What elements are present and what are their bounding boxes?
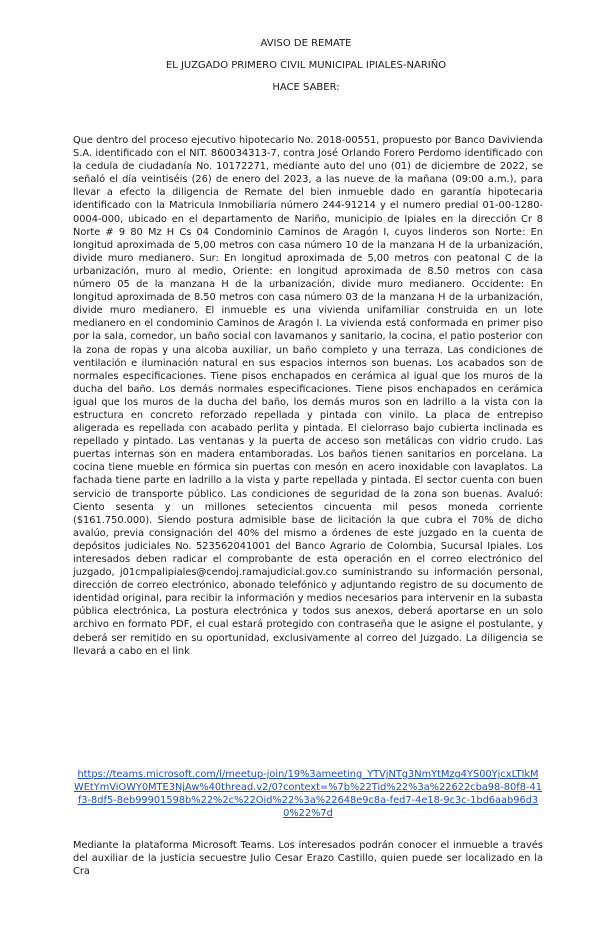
teams-meeting-link[interactable]: https://teams.microsoft.com/l/meetup-join/19%3ameeting_YTVjNTg3NmYtMzg4YS00YjcxLTlkMWEtYmViOWY0MTE3NjAw%40thread.v2/0?context=%7b%22Tid%22%3a%22622cba98-80f8-41f3-8df5-8eb99901598b%22%2c%22Oid%22%3a%22648e9c8a-fed7-4e18-9c3c-1bd6aab96d30%22%7d [74,769,542,820]
closing-paragraph: Mediante la plataforma Microsoft Teams. Los interesados podrán conocer el inmueble a través del auxiliar de la justicia secuestre Julio Cesar Erazo Castillo, quien puede ser localizado en la Cra [73,840,543,878]
announcement-heading: HACE SABER: [272,82,340,93]
meeting-link-block [73,768,543,820]
document-title: AVISO DE REMATE [260,38,352,49]
main-paragraph: Que dentro del proceso ejecutivo hipotecario No. 2018-00551, propuesto por Banco Davivienda S.A. identificado con el NIT. 860034313-7, contra José Orlando Forero Perdomo identificado con la cedula de ciudadanía No. 10172271, mediante auto del uno (01) de diciembre de 2022, se señaló el día veintiséis (26) de enero del 2023, a las nueve de la mañana (09:00 a.m.), para llevar a efecto la diligencia de Remate del bien inmueble dado en garantía hipotecaria identificado con la Matricula Inmobiliaria número 244-91214 y el numero predial 01-00-1280-0004-000, ubicado en el departamento de Nariño, municipio de Ipiales en la dirección Cr 8 Norte # 9 80 Mz H Cs 04 Condominio Caminos de Aragón I, cuyos linderos son Norte: En longitud aproximada de 5,00 metros con casa número 10 de la manzana H de la urbanización, divide muro medianero. Sur: En longitud aproximada de 5,00 metros con peatonal C de la urbanización, muro al medio, Oriente: en longitud aproximada de 8.50 metros con casa número 05 de la manzana H de la urbanización, divide muro medianero. Occidente: En longitud aproximada de 8.50 metros con casa número 03 de la manzana H de la urbanización, divide muro medianero. El inmueble es una vivienda unifamiliar construida en un lote medianero en el condominio Caminos de Aragón I. La vivienda está conformada en primer piso por la sala, comedor, un baño social con lavamanos y sanitario, la cocina, el patio posterior con la zona de ropas y una alcoba auxiliar, un baño completo y una terraza. Las condiciones de ventilación e iluminación natural en sus espacios internos son buenas. Los acabados son de normales especificaciones. Tiene pisos enchapados en cerámica al igual que los muros de la ducha del baño. Los demás normales especificaciones. Tiene pisos enchapados en cerámica igual que los muros de la ducha del baño, los demás muros son en ladrillo a la vista con la estructura en concreto reforzado repellada y pintada con vinilo. La placa de entrepiso aligerada es repellada con acabado perlita y pintada. El cielorraso bajo cubierta inclinada es repellado y pintado. Las ventanas y la puerta de acceso son metálicas con vidrio crudo. Las puertas internas son en madera entamboradas. Los baños tienen sanitarios en porcelana. La cocina tiene mueble en fórmica sin puertas con mesón en acero inoxidable con lavaplatos. La fachada tiene parte en ladrillo a la vista y parte repellada y pintada. El sector cuenta con buen servicio de transporte público. Las condiciones de seguridad de la zona son buenas. Avaluó: Ciento sesenta y un millones setecientos cincuenta mil pesos moneda corriente ($161.750.000). Siendo postura admisible base de licitación la que cubra el 70% de dicho avalúo, previa consignación del 40% del mismo a órdenes de este juzgado en la cuenta de depósitos judiciales No. 523562041001 del Banco Agrario de Colombia, Sucursal Ipiales. Los interesados deben radicar el comprobante de esta operación en el correo electrónico del juzgado, j01cmpalipiales@cendoj.ramajudicial.gov.co suministrando su información personal, dirección de correo electrónico, abonado telefónico y adjuntando registro de su documento de identidad original, para recibir la información y medios necesarios para intervenir en la subasta pública electrónica, La postura electrónica y todos sus anexos, deberá aportarse en un solo archivo en formato PDF, el cual estará protegido con contraseña que le asigne el postulante, y deberá ser remitido en su oportunidad, exclusivamente al correo del Juzgado. La diligencia se llevará a cabo en el link [73,135,543,657]
court-name: EL JUZGADO PRIMERO CIVIL MUNICIPAL IPIALES-NARIÑO [165,60,447,71]
